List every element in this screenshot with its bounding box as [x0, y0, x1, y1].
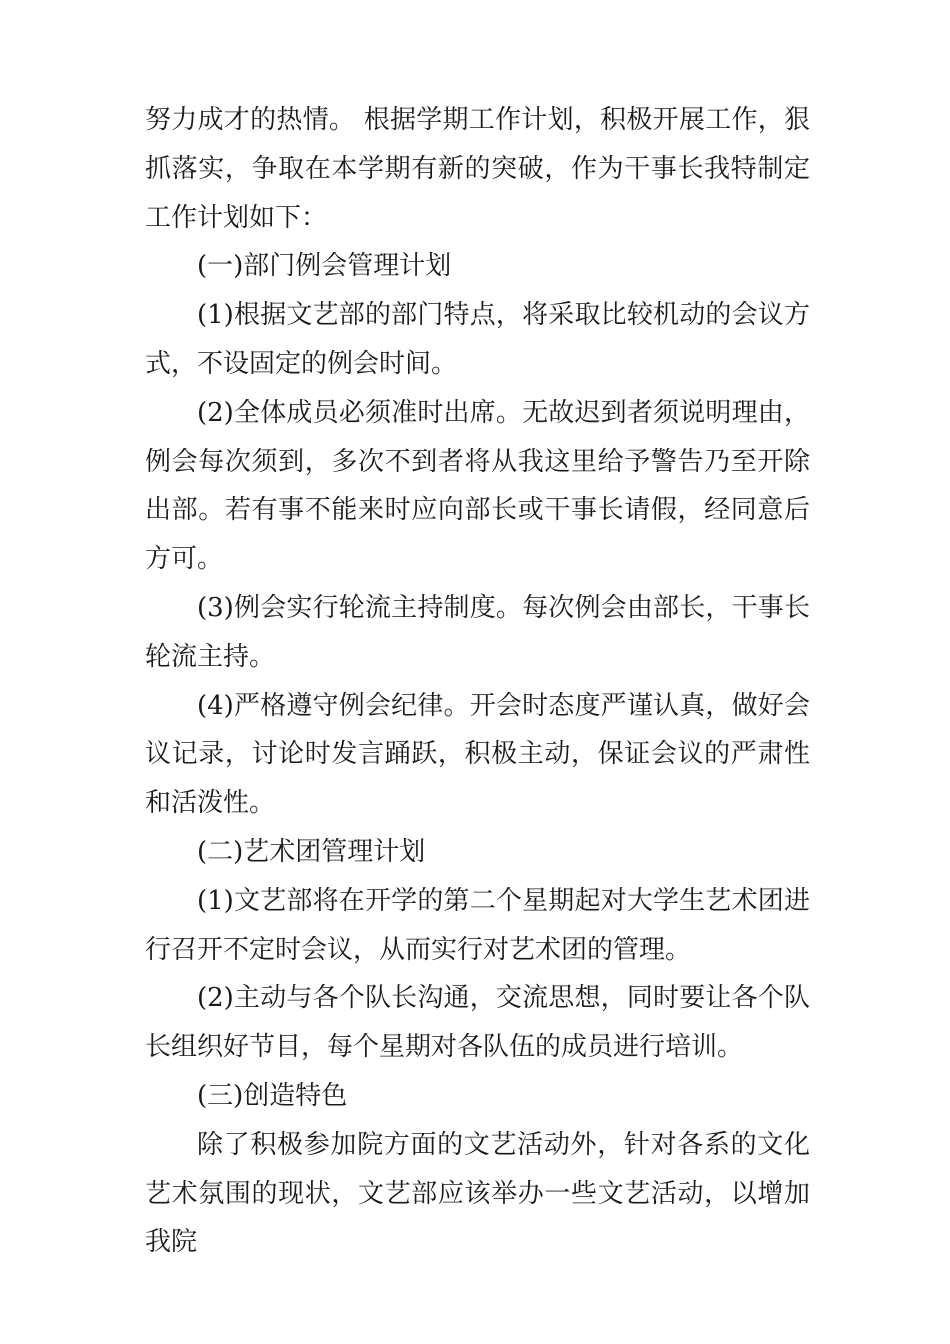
- paragraph-item: (1)根据文艺部的部门特点，将采取比较机动的会议方式，不设固定的例会时间。: [145, 300, 810, 379]
- section-heading-1: (一)部门例会管理计划: [197, 251, 452, 282]
- paragraph-item: (1)文艺部将在开学的第二个星期起对大学生艺术团进行召开不定时会议，从而实行对艺术团的管理。: [145, 885, 810, 965]
- document-body: [145, 96, 810, 1267]
- section-heading-3: (三)创造特色: [197, 1080, 348, 1111]
- paragraph-item: (4)严格遵守例会纪律。开会时态度严谨认真，做好会议记录，讨论时发言踊跃，积极主动，保证会议的严肃性和活泼性。: [145, 690, 810, 819]
- paragraph-item: (3)例会实行轮流主持制度。每次例会由部长，干事长轮流主持。: [145, 592, 810, 672]
- paragraph-item: 除了积极参加院方面的文艺活动外，针对各系的文化艺术氛围的现状，文艺部应该举办一些文艺活动，以增加我院: [145, 1129, 810, 1258]
- paragraph-intro: 努力成才的热情。 根据学期工作计划，积极开展工作，狠抓落实，争取在本学期有新的突破，作为干事长我特制定工作计划如下：: [145, 105, 810, 233]
- paragraph-item: (2)主动与各个队长沟通，交流思想，同时要让各个队长组织好节目，每个星期对各队伍的成员进行培训。: [145, 983, 810, 1063]
- section-heading-2: (二)艺术团管理计划: [197, 836, 426, 867]
- paragraph-item: (2)全体成员必须准时出席。无故迟到者须说明理由，例会每次须到，多次不到者将从我这里给予警告乃至开除出部。若有事不能来时应向部长或干事长请假，经同意后方可。: [145, 397, 810, 575]
